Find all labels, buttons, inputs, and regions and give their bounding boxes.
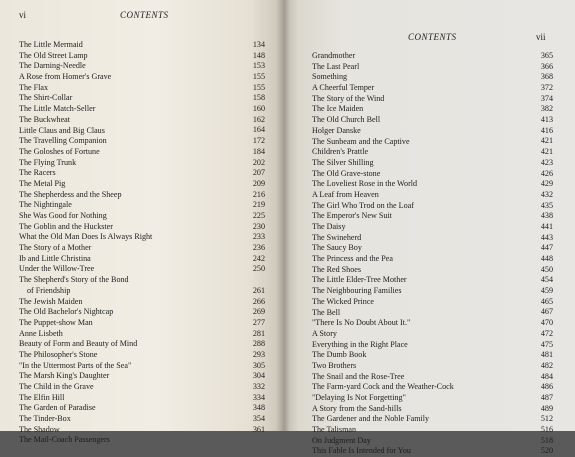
- toc-entry-page: 158: [252, 93, 265, 103]
- toc-entry-page: 472: [540, 328, 553, 338]
- toc-entry-title: The Darning-Needle: [19, 61, 86, 71]
- toc-entry: [312, 350, 553, 361]
- toc-entry-page: 153: [252, 61, 265, 71]
- left-page: [0, 0, 284, 445]
- toc-entry: [312, 222, 553, 233]
- toc-entry: [312, 179, 553, 190]
- toc-entry: [312, 446, 553, 457]
- toc-entry-title: A Story: [312, 328, 337, 338]
- toc-entry-page: 432: [540, 189, 553, 199]
- toc-entry-title: The Flax: [19, 82, 48, 92]
- toc-entry: [312, 436, 553, 447]
- toc-entry: [19, 222, 265, 233]
- toc-entry: [312, 414, 553, 425]
- toc-entry-title: A Leaf from Heaven: [312, 189, 379, 199]
- toc-entry: [19, 243, 265, 254]
- toc-entry-page: 447: [540, 243, 553, 253]
- toc-entry: [19, 51, 265, 62]
- toc-entry-title: The Philosopher's Stone: [19, 349, 98, 359]
- toc-entry-page: 361: [252, 424, 265, 434]
- toc-entry-page: 413: [540, 115, 553, 125]
- toc-entry-page: 134: [252, 39, 265, 49]
- toc-entry: [312, 297, 553, 308]
- toc-entry: [312, 243, 553, 254]
- toc-entry-page: 230: [252, 221, 265, 231]
- toc-entry-page: 416: [540, 125, 553, 135]
- toc-entry: [19, 297, 265, 308]
- toc-entry-page: 162: [252, 114, 265, 124]
- toc-entry-title: The Old Bachelor's Nightcap: [19, 307, 114, 317]
- toc-entry-page: 277: [252, 317, 265, 327]
- toc-entry-title: The Talisman: [312, 425, 357, 435]
- toc-entry: [19, 83, 265, 94]
- toc-entry-page: 482: [540, 360, 553, 370]
- toc-entry: [312, 211, 553, 222]
- toc-entry-page: 368: [540, 72, 553, 82]
- toc-entry-title: Holger Danske: [312, 125, 361, 135]
- toc-entry-title: Under the Willow-Tree: [19, 264, 95, 274]
- toc-entry: [19, 307, 265, 318]
- toc-entry-title: Anne Lisbeth: [19, 328, 63, 338]
- toc-entry-title: The Little Mermaid: [19, 40, 83, 49]
- right-page: [284, 0, 575, 456]
- toc-entry-title: The Nightingale: [19, 200, 72, 210]
- toc-entry: [19, 158, 265, 169]
- toc-entry: [19, 254, 265, 265]
- toc-entry-title: The Metal Pig: [19, 178, 66, 188]
- toc-entry-page: 225: [252, 210, 265, 220]
- toc-entry: [312, 51, 553, 62]
- toc-entry: [19, 72, 265, 83]
- toc-entry-page: 459: [540, 286, 553, 296]
- toc-entry-page: 172: [252, 136, 265, 146]
- toc-entry: [19, 104, 265, 115]
- toc-entry-title: The Jewish Maiden: [19, 296, 83, 306]
- toc-entry-page: 332: [252, 382, 265, 391]
- toc-entry-title: On Judgment Day: [312, 435, 371, 445]
- toc-entry: [19, 168, 265, 179]
- toc-entry-title: This Fable Is Intended for You: [312, 446, 411, 456]
- toc-entry-title: The Sunbeam and the Captive: [312, 136, 410, 146]
- toc-entry-page: 209: [252, 178, 265, 188]
- toc-entry: [312, 425, 553, 436]
- page-number-left: vi: [19, 10, 27, 20]
- toc-entry-page: 207: [252, 168, 265, 178]
- toc-entry-title: The Emperor's New Suit: [312, 211, 392, 221]
- toc-entry-title: The Travelling Companion: [19, 136, 107, 146]
- toc-entry: [312, 382, 553, 393]
- toc-entry: [312, 104, 553, 115]
- toc-entry-title: The Goblin and the Huckster: [19, 221, 113, 231]
- toc-entry-page: 475: [540, 339, 553, 349]
- toc-entry: [312, 83, 553, 94]
- toc-entry-page: 423: [540, 157, 553, 167]
- toc-entry-title: Ib and Little Christina: [19, 253, 91, 263]
- toc-entry: [19, 264, 265, 275]
- toc-entry-title: The Loveliest Rose in the World: [312, 179, 418, 189]
- toc-entry-title: A Story from the Sand-hills: [312, 403, 402, 413]
- toc-entry-page: 435: [540, 200, 553, 210]
- toc-entry-title: The Buckwheat: [19, 114, 71, 124]
- toc-entry-page: 441: [540, 221, 553, 231]
- toc-entry: [19, 126, 265, 137]
- toc-entry-title-continued: of Friendship: [27, 285, 71, 295]
- toc-entry-title: The Neighbouring Families: [312, 286, 402, 296]
- toc-entry-title: The Girl Who Trod on the Loaf: [312, 200, 414, 210]
- toc-entry-page: 250: [252, 264, 265, 274]
- toc-entry-page: 448: [540, 254, 553, 264]
- toc-entry-page: 334: [252, 392, 265, 402]
- toc-entry-page: 155: [252, 82, 265, 92]
- toc-entry: [19, 136, 265, 147]
- toc-entry-page: 365: [540, 50, 553, 60]
- toc-entry: [312, 137, 553, 148]
- toc-entry-page: 216: [252, 189, 265, 199]
- toc-entry-title: The Old Street Lamp: [19, 50, 88, 60]
- toc-entry-title: Something: [312, 72, 348, 82]
- toc-entry-page: 429: [540, 179, 553, 189]
- toc-entry-page: 281: [252, 328, 265, 338]
- toc-entry-page: 372: [540, 83, 553, 93]
- toc-entry: [312, 169, 553, 180]
- toc-entry-page: 426: [540, 168, 553, 178]
- toc-entry-page: 484: [540, 371, 553, 381]
- toc-entry: [312, 361, 553, 372]
- toc-entry: [19, 147, 265, 158]
- toc-entry-title: The Story of the Wind: [312, 93, 385, 103]
- toc-entry-page: 202: [252, 157, 265, 167]
- toc-entry-title: The Elfin Hill: [19, 392, 65, 402]
- toc-entry-page: 266: [252, 296, 265, 306]
- toc-entry-page: 374: [540, 93, 553, 103]
- toc-entry: [19, 435, 265, 446]
- toc-entry: [312, 233, 553, 244]
- toc-entry-title: "Delaying Is Not Forgetting": [312, 393, 406, 402]
- toc-entry: [312, 254, 553, 265]
- toc-entry: [19, 232, 265, 243]
- toc-entry: [19, 414, 265, 425]
- toc-entry-title: Everything in the Right Place: [312, 339, 408, 349]
- toc-entry-title: The Marsh King's Daughter: [19, 371, 110, 381]
- toc-entry: [19, 40, 265, 51]
- toc-entry: [19, 350, 265, 361]
- toc-entry: [312, 147, 553, 158]
- toc-entry: [312, 318, 553, 329]
- toc-entry-page: 421: [540, 147, 553, 157]
- toc-entry: [312, 372, 553, 383]
- toc-entry-title: The Wicked Prince: [312, 296, 375, 306]
- toc-entry-page: 512: [540, 414, 553, 424]
- page-number-right: vii: [536, 32, 546, 42]
- toc-entry-page: 305: [252, 360, 265, 370]
- toc-entry-title: The Bell: [312, 307, 341, 317]
- toc-entry: [19, 425, 265, 436]
- toc-entry: [312, 329, 553, 340]
- toc-entry-page: 261: [252, 285, 265, 295]
- toc-entry-title: Little Claus and Big Claus: [19, 125, 105, 135]
- toc-entry-page: 467: [540, 307, 553, 317]
- toc-entry-title: She Was Good for Nothing: [19, 211, 107, 220]
- toc-entry-page: 489: [540, 403, 553, 413]
- toc-entry-page: 354: [252, 414, 265, 424]
- toc-entry-page: 421: [540, 136, 553, 146]
- toc-entry-page: 481: [540, 350, 553, 360]
- toc-entry-title: The Snail and the Rose-Tree: [312, 371, 405, 381]
- toc-entry: [19, 179, 265, 190]
- toc-entry-title: The Gardener and the Noble Family: [312, 414, 430, 424]
- toc-entry-page: 148: [252, 50, 265, 60]
- toc-entry: [19, 371, 265, 382]
- toc-entry-title: A Cheerful Temper: [312, 83, 375, 93]
- toc-entry-page: 366: [540, 61, 553, 71]
- toc-entry-page: 486: [540, 382, 553, 392]
- running-head-left: CONTENTS: [120, 10, 169, 20]
- toc-entry-page: 233: [252, 232, 265, 242]
- toc-entry: [312, 265, 553, 276]
- toc-entry: [19, 115, 265, 126]
- toc-entry-page: 438: [540, 211, 553, 221]
- toc-entry-title: The Racers: [19, 168, 56, 178]
- toc-entry-title: Children's Prattle: [312, 147, 369, 157]
- toc-entry-page: 454: [540, 275, 553, 285]
- toc-entry-page: 518: [540, 435, 553, 445]
- toc-entry-title: The Shadow: [19, 424, 60, 434]
- toc-list-left: [19, 40, 265, 446]
- toc-entry-page: 293: [252, 349, 265, 359]
- toc-entry: [19, 61, 265, 72]
- toc-entry-title: The Little Elder-Tree Mother: [312, 275, 407, 285]
- toc-entry-page: 516: [540, 425, 553, 435]
- toc-entry: [312, 62, 553, 73]
- toc-entry-page: 236: [252, 243, 265, 253]
- toc-entry: [312, 275, 553, 286]
- toc-entry-page: 164: [252, 125, 265, 135]
- toc-entry-title: Two Brothers: [312, 360, 357, 370]
- toc-entry-title: The Shepherd's Story of the Bond: [19, 275, 129, 285]
- toc-entry: [19, 93, 265, 104]
- toc-entry: [19, 382, 265, 393]
- toc-entry-title: The Farm-yard Cock and the Weather-Cock: [312, 382, 454, 392]
- toc-entry-title: The Shepherdess and the Sheep: [19, 189, 122, 199]
- toc-entry: [312, 393, 553, 404]
- toc-entry-title: Grandmother: [312, 51, 356, 60]
- toc-entry-page: 184: [252, 146, 265, 156]
- toc-entry-title: The Puppet-show Man: [19, 317, 93, 327]
- toc-entry: [312, 126, 553, 137]
- toc-entry-title: The Saucy Boy: [312, 243, 362, 253]
- toc-entry-page: 382: [540, 104, 553, 114]
- toc-entry: [312, 94, 553, 105]
- toc-entry: [19, 190, 265, 201]
- toc-entry-title: Beauty of Form and Beauty of Mind: [19, 339, 138, 349]
- toc-entry-page: 465: [540, 296, 553, 306]
- toc-entry: [312, 158, 553, 169]
- toc-entry-page: 443: [540, 232, 553, 242]
- toc-entry-page: 470: [540, 318, 553, 328]
- toc-entry-page: 487: [540, 392, 553, 402]
- toc-entry-page: 450: [540, 264, 553, 274]
- toc-entry: [312, 190, 553, 201]
- toc-entry-title: "In the Uttermost Parts of the Sea": [19, 360, 132, 370]
- toc-entry-page: 348: [252, 403, 265, 413]
- toc-entry-title: The Daisy: [312, 222, 346, 231]
- toc-entry: [312, 115, 553, 126]
- toc-entry: [19, 211, 265, 222]
- toc-entry-title: The Silver Shilling: [312, 157, 374, 167]
- toc-entry-title: The Last Pearl: [312, 61, 360, 71]
- toc-entry-title: The Swineherd: [312, 232, 362, 242]
- toc-entry: [19, 275, 265, 296]
- toc-list-right: [312, 51, 553, 457]
- toc-entry-title: The Flying Trunk: [19, 157, 77, 167]
- toc-entry-title: The Red Shoes: [312, 264, 362, 274]
- toc-entry-page: 520: [540, 446, 553, 456]
- toc-entry-title: The Shirt-Collar: [19, 93, 73, 103]
- toc-entry-title: The Child in the Grave: [19, 382, 94, 392]
- toc-entry-title: The Ice Maiden: [312, 104, 364, 114]
- toc-entry: [19, 403, 265, 414]
- toc-entry-title: The Little Match-Seller: [19, 104, 96, 114]
- toc-entry-title: The Old Grave-stone: [312, 168, 381, 178]
- toc-entry: [312, 404, 553, 415]
- toc-entry-title: The Old Church Bell: [312, 115, 381, 125]
- toc-entry: [312, 308, 553, 319]
- toc-entry: [312, 286, 553, 297]
- toc-entry: [19, 393, 265, 404]
- toc-entry-page: 304: [252, 371, 265, 381]
- toc-entry-page: 288: [252, 339, 265, 349]
- running-head-right: CONTENTS: [408, 32, 457, 42]
- toc-entry: [19, 329, 265, 340]
- toc-entry-title: The Garden of Paradise: [19, 403, 96, 413]
- toc-entry: [312, 201, 553, 212]
- toc-entry-page: 160: [252, 104, 265, 114]
- toc-entry-title: The Princess and the Pea: [312, 254, 393, 264]
- toc-entry: [19, 361, 265, 372]
- toc-entry-title: The Mail-Coach Passengers: [19, 435, 110, 445]
- toc-entry: [19, 339, 265, 350]
- book-gutter: [276, 0, 290, 431]
- toc-entry-page: 155: [252, 72, 265, 82]
- toc-entry-title: The Goloshes of Fortune: [19, 146, 100, 156]
- toc-entry: [19, 318, 265, 329]
- toc-entry-title: The Story of a Mother: [19, 243, 92, 253]
- toc-entry-page: 269: [252, 307, 265, 317]
- toc-entry: [19, 200, 265, 211]
- toc-entry-title: A Rose from Homer's Grave: [19, 72, 112, 82]
- toc-entry: [312, 72, 553, 83]
- toc-entry-title: The Tinder-Box: [19, 414, 71, 424]
- toc-entry-title: What the Old Man Does Is Always Right: [19, 232, 153, 242]
- toc-entry-title: "There Is No Doubt About It.": [312, 318, 411, 328]
- toc-entry-title: The Dumb Book: [312, 350, 367, 360]
- toc-entry: [312, 340, 553, 351]
- toc-entry-page: 219: [252, 200, 265, 210]
- toc-entry-page: 242: [252, 253, 265, 263]
